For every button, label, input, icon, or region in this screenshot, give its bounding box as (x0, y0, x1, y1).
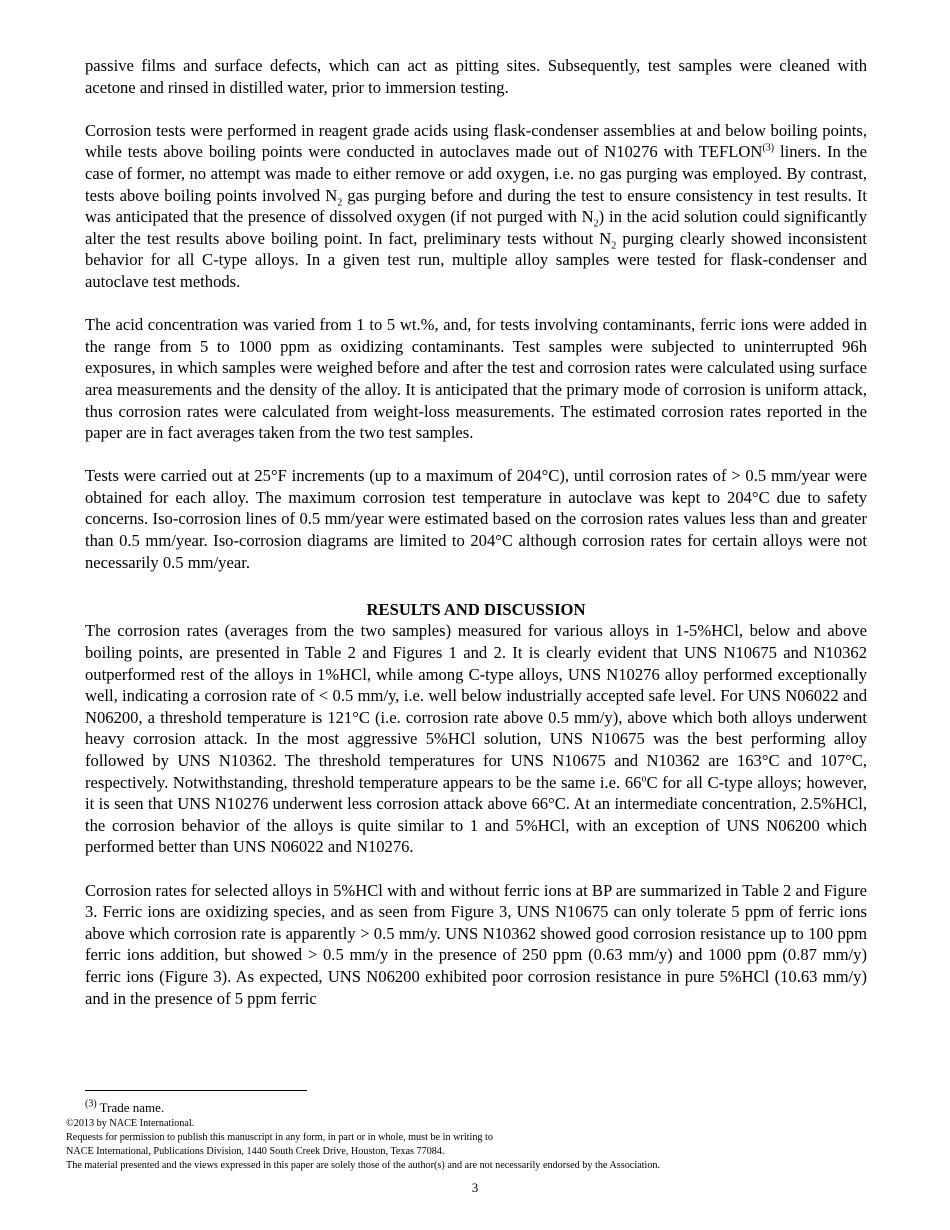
copyright-line: ©2013 by NACE International. (66, 1118, 195, 1129)
paragraph-test-temperatures: Tests were carried out at 25°F increments (up to a maximum of 204°C), until corrosion rates of > 0.5 mm/year were obtained for each alloy. The maximum corrosion test temperature in autoclave was kept to 204°C due to safety concerns. Iso-corrosion lines of 0.5 mm/year were estimated based on the corrosion rates values less than and greater than 0.5 mm/year. Iso-corrosion diagrams are limited to 204°C although corrosion rates for certain alloys were not necessarily 0.5 mm/year. (85, 466, 867, 572)
paragraph-acid-concentration: The acid concentration was varied from 1 to 5 wt.%, and, for tests involving contaminants, ferric ions were added in the range from 5 to 1000 ppm as oxidizing contaminants. Test samples were subjected to uninterrupted 96h exposures, in which samples were weighed before and after the test and corrosion rates were calculated using surface area measurements and the density of the alloy. It is anticipated that the primary mode of corrosion is uniform attack, thus corrosion rates were calculated from weight-loss measurements. The estimated corrosion rates reported in the paper are in fact averages taken from the two test samples. (85, 315, 867, 443)
paragraph-results-hcl: The corrosion rates (averages from the two samples) measured for various alloys in 1-5%HCl, below and above boiling points, are presented in Table 2 and Figures 1 and 2. It is clearly evident that UNS N10675 and N10362 outperformed rest of the alloys in 1%HCl, while among C-type alloys, UNS N10276 alloy performed exceptionally well, indicating a corrosion rate of < 0.5 mm/y, i.e. well below industrially accepted safe level. For UNS N06022 and N06200, a threshold temperature is 121°C (i.e. corrosion rate above 0.5 mm/y), above which both alloys underwent heavy corrosion attack. In the most aggressive 5%HCl solution, UNS N10675 was the best performing alloy followed by UNS N10362. The threshold temperatures for UNS N10675 and N10362 are 163°C and 107°C, respectively. Notwithstanding, threshold temperature appears to be the same i.e. 66$^o$C for all C-type alloys; however, it is seen that UNS N10276 underwent less corrosion attack above 66°C. At an intermediate concentration, 2.5%HCl, the corrosion behavior of the alloys is quite similar to 1 and 5%HCl, with an exception of UNS N06200 which performed better than UNS N06022 and N10276. (85, 621, 867, 857)
footnote: $^{(3)}$ Trade name. (85, 1098, 165, 1115)
paragraph-sample-cleaning: passive films and surface defects, which can act as pitting sites. Subsequently, test samples were cleaned with acetone and rinsed in distilled water, prior to immersion testing. (85, 56, 867, 97)
footnote-divider (85, 1090, 307, 1091)
disclaimer-line: The material presented and the views expressed in this paper are solely those of the author(s) and are not necessarily endorsed by the Association. (66, 1160, 661, 1171)
copyright-notice (66, 1117, 660, 1173)
section-heading-results: RESULTS AND DISCUSSION (366, 599, 586, 619)
address-line: NACE International, Publications Division, 1440 South Creek Drive, Houston, Texas 77084. (66, 1146, 445, 1157)
paragraph-test-setup: Corrosion tests were performed in reagent grade acids using flask-condenser assemblies at and below boiling points, while tests above boiling points were conducted in autoclaves made out of N10276 with TEFLON$^{(3)}$ liners. In the case of former, no attempt was made to either remove or add oxygen, i.e. no gas purging was employed. By contrast, tests above boiling points involved $N_2$ gas purging before and during the test to ensure consistency in test results. It was anticipated that the presence of dissolved oxygen (if not purged with $N_2$) in the acid solution could significantly alter the test results above boiling point. In fact, preliminary tests without $N_2$ purging clearly showed inconsistent behavior for all C-type alloys. In a given test run, multiple alloy samples were tested for flask-condenser and autoclave test methods. (85, 120, 868, 291)
permission-line: Requests for permission to publish this manuscript in any form, in part or in whole, must be in writing to (66, 1132, 493, 1143)
page-number: 3 (471, 1180, 479, 1195)
paragraph-ferric-ions: Corrosion rates for selected alloys in 5%HCl with and without ferric ions at BP are summarized in Table 2 and Figure 3. Ferric ions are oxidizing species, and as seen from Figure 3, UNS N10675 can only tolerate 5 ppm of ferric ions above which corrosion rate is apparently > 0.5 mm/y. UNS N10362 showed good corrosion resistance up to 100 ppm ferric ions addition, but showed > 0.5 mm/y in the presence of 250 ppm (0.63 mm/y) and 1000 ppm (0.87 mm/y) ferric ions (Figure 3). As expected, UNS N06200 exhibited poor corrosion resistance in pure 5%HCl (10.63 mm/y) and in the presence of 5 ppm ferric (85, 880, 867, 1008)
page-body (85, 55, 867, 1009)
footnote-ref: (3) (762, 142, 775, 154)
